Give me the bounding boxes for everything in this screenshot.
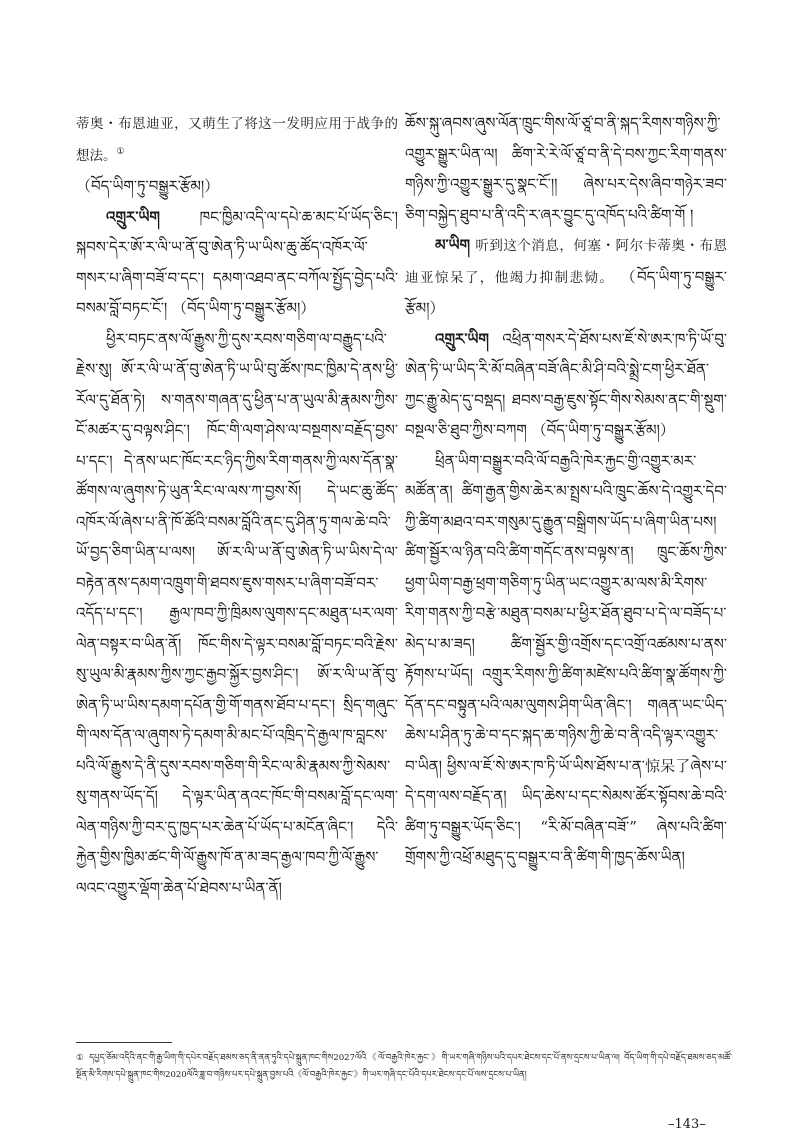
footnote <box>76 1050 732 1084</box>
analysis-paragraph: ཕྲིན་ཡིག་བསྒྱུར་བའི་ལོ་བརྒྱའི་ཁེར་རྐྱང་གྱི་འགྱུར་མར་མཚོན་ན། ཚིག་རྒྱན་གྱིས་ཆེར་མ་སྤྲས་པའི་ཁྲུང་ཆོས་དེ་འགྱུར་དེབ་ཀྱི་ཚིག་མཐའ་བར་གསུམ་དུ་རྒྱུན་བསྒྲིགས་ཡོད་པ་ཞིག་ཡིན་པས། ཚིག་སྦྱོར་ལ་ཉིན་བའི་ཚིག་གདོང་ནས་བལྟས་ན། ཁྲུང་ཆོས་ཀྱིས་ཕྱག་ཡིག་བརྒྱ་ཕྲག་གཅིག་ཏུ་ཡིན་ཡང་འགྱུར་མ་ལས་མི་རིགས་རིག་གནས་ཀྱི་བརྩེ་མཐུན་བསམ་པ་ཕྱིར་ཐོན་ཐུབ་པ་དེ་ལ་བཟོད་པ་མེད་པ་མ་ཟད། ཚིག་སྦྱོར་གྱི་འགྲོས་དང་འགྲོ་འཚམས་པ་ནས་རྟོགས་པ་ཡོད། འགྲུར་རིགས་ཀྱི་ཚིག་མཛེས་པའི་ཚིག་སྣ་ཚོགས་ཀྱི་དོན་དང་བསྟུན་པའི་ལམ་ལུགས་ཤིག་ཡིན་ཞིང་། གཞན་ཡང་ཡིད་ཆེས་པ་ཤིན་ཏུ་ཆེ་བ་དང་སྐད་ཆ་གཉིས་ཀྱི་ཆེ་བ་ནི་འདི་ལྟར་འགྱུར་བ་ཡིན། ཕྱིས་ལ་ཇོ་སེ་ཨར་ཁ་ཏི་ཡོ་ཡིས་ཐོས་པ་ན་惊呆了ཞེས་པ་དེ་དག་ལས་བརྗོད་ན། ཡིད་ཆེས་པ་དང་སེམས་ཚོར་སྟོབས་ཆེ་བའི་ཚིག་ཏུ་བསྒྱུར་ཡོད་ཅིང་། “རི་མོ་བཞིན་བཟོ་” ཞེས་པའི་ཚིག་གྲོགས་ཀྱི་འཕྲོ་མཐུད་དུ་བསྒྱུར་བ་ནི་ཚིག་གི་ཁྱད་ཆོས་ཡིན། <box>405 451 727 866</box>
left-column <box>76 108 398 903</box>
source-label: མ་ཡིག <box>435 236 471 254</box>
translation-source-note: （བོད་ཡིག་ཏུ་བསྒྱུར་རྩོམ།） <box>172 299 316 317</box>
analysis-paragraph: ཆོས་སྐུ་ཞབས་ཞུས་ལོན་ཁྲུང་གིས་ལོ་ཙཱ་བ་ནི་སྐད་རིགས་གཉིས་ཀྱི་འགྱུར་སྒྱུར་ཡིན་ལ། ཚིག་རེ་རེ་ལོ་ཙཱ་བ་ནི་དེ་བས་ཀྱང་རིག་གནས་གཉིས་ཀྱི་འགྱུར་སྒྱུར་དུ་སྣང་ངོ་།། ཞེས་པར་དེས་ཞིབ་གཉེར་ཟབ་ཅིག་བསྐྱེད་ཐུབ་པ་ནི་འདི་ར་ཞར་བྱུང་དུ་འཁོད་པའི་ཚིག་གོ ། <box>405 114 727 224</box>
page-number: –143– <box>668 1117 706 1132</box>
right-column <box>405 108 727 873</box>
chinese-quote-text: 蒂奥・布恩迪亚，又萌生了将这一发明应用于战争的想法。 <box>76 116 398 164</box>
footnote-reference[interactable]: ① <box>116 146 125 157</box>
chinese-quote-paragraph <box>76 108 398 171</box>
translation-source-note: （བོད་ཡིག་ཏུ་བསྒྱུར་རྩོམ།） <box>531 421 675 439</box>
translation-paragraph <box>76 202 398 324</box>
translation-label: འགྲུར་ཡིག <box>106 207 160 226</box>
translation-text: ཁང་ཁྱིམ་འདི་ལ་དཔེ་ཆ་མང་པོ་ཡོད་ཅིང་། སྐབས་དེར་ཨོ་ར་ལི་ཡ་ནོ་བུ་ཨེན་ཏི་ཡ་ཡིས་ཆུ་ཚོད་འཁོར་ལོ་གསར་པ་ཞིག་བཟོ་བ་དང་། དམག་འཐབ་ནང་བཀོལ་སྤྱོད་བྱེད་པའི་བསམ་བློ་བཏང་ངོ་། <box>76 207 398 317</box>
source-quote-paragraph <box>405 230 727 324</box>
translation-source-note: （བོད་ཡིག་ཏུ་བསྒྱུར་རྩོམ།） <box>76 177 220 195</box>
translation-text: འཕྲིན་གསར་དེ་ཐོས་པས་ཇོ་སེ་ཨར་ཁ་ཏི་ཡོ་བུ་ཨེན་ཏི་ཡ་ཡིད་རི་མོ་བཞིན་བཟོ་ཞིང་མི་ཤི་བའི་སྨྲེ་ངག་ཕྱིར་ཐོན་ཀྱང་རྒྱུ་མེད་དུ་བསྡད། ཐབས་བརྒྱ་ཇུས་སྟོང་གིས་སེམས་ནང་གི་སྡུག་བསྔལ་ཅི་ཐུབ་ཀྱིས་བཀག <box>405 329 727 439</box>
translation-paragraph <box>405 324 727 446</box>
translation-source-note: （བོད་ཡིག་ཏུ་བསྒྱུར་རྩོམ།） <box>405 267 727 317</box>
footnote-mark: ① <box>76 1053 86 1063</box>
footnote-divider <box>76 1042 172 1043</box>
chinese-quote-text: 听到这个消息，何塞・阿尔卡蒂奥・布恩迪亚惊呆了，他竭力抑制悲恸。 <box>405 238 727 286</box>
analysis-paragraph: ཕྱིར་བཏང་ནས་ལོ་རྒྱུས་ཀྱི་དུས་རབས་གཅིག་ལ་བརྒྱུད་པའི་རྗེས་སུ། ཨོ་ར་ལི་ཡ་ནོ་བུ་ཨེན་ཏི་ཡ་ཡི་བུ་ཚོས་ཁང་ཁྱིམ་དེ་ནས་ཕྱི་རོལ་དུ་ཐོན་ཏེ། ས་གནས་གཞན་དུ་ཕྱིན་པ་ན་ཡུལ་མི་རྣམས་ཀྱིས་ངོ་མཚར་དུ་བལྟས་ཤིང་། ཁོང་གི་ལག་ཤེས་ལ་བསྔགས་བརྗོད་བྱས་པ་དང་། དེ་ནས་ཡང་ཁོང་རང་ཉིད་ཀྱིས་རིག་གནས་ཀྱི་ལས་དོན་སྣ་ཚོགས་ལ་ཞུགས་ཏེ་ཡུན་རིང་ལ་ལས་ཀ་བྱས་སོ། དེ་ཡང་ཆུ་ཚོད་འཁོར་ལོ་ཞེས་པ་ནི་ཁོ་ཚོའི་བསམ་བློའི་ནང་དུ་ཤིན་ཏུ་གལ་ཆེ་བའི་ཡོ་བྱད་ཅིག་ཡིན་པ་ལས། ཨོ་ར་ལི་ཡ་ནོ་བུ་ཨེན་ཏི་ཡ་ཡིས་དེ་ལ་བརྟེན་ནས་དམག་འཁྲུག་གི་ཐབས་ཇུས་གསར་པ་ཞིག་བཟོ་བར་འདོད་པ་དང་། རྒྱལ་ཁབ་ཀྱི་ཁྲིམས་ལུགས་དང་མཐུན་པར་ལག་ལེན་བསྟར་བ་ཡིན་ནོ། ཁོང་གིས་དེ་ལྟར་བསམ་བློ་བཏང་བའི་རྗེས་སུ་ཡུལ་མི་རྣམས་ཀྱིས་ཀྱང་རྒྱབ་སྐྱོར་བྱས་ཤིང་། ཨོ་ར་ལི་ཡ་ནོ་བུ་ཨེན་ཏི་ཡ་ཡིས་དམག་དཔོན་གྱི་གོ་གནས་ཐོབ་པ་དང་། སྲིད་གཞུང་གི་ལས་དོན་ལ་ཞུགས་ཏེ་དམག་མི་མང་པོ་འཁྲིད་དེ་རྒྱལ་ཁ་བླངས་པའི་ལོ་རྒྱུས་དེ་ནི་དུས་རབས་གཅིག་གི་རིང་ལ་མི་རྣམས་ཀྱི་སེམས་སུ་གནས་ཡོད་དོ། དེ་ལྟར་ཡིན་ནའང་ཁོང་གི་བསམ་བློ་དང་ལག་ལེན་གཉིས་ཀྱི་བར་དུ་ཁྱད་པར་ཆེན་པོ་ཡོད་པ་མངོན་ཞིང་། དེའི་རྐྱེན་གྱིས་ཁྱིམ་ཚང་གི་ལོ་རྒྱུས་ཁོ་ན་མ་ཟད་རྒྱལ་ཁབ་ཀྱི་ལོ་རྒྱུས་ལའང་འགྱུར་ལྡོག་ཆེན་པོ་ཐེབས་པ་ཡིན་ནོ། <box>76 329 398 897</box>
translation-label: འགྲུར་ཡིག <box>435 329 489 348</box>
footnote-text: དཔྱད་ཅོམ་འདིའི་ནང་གི་རྒྱ་ཡིག་གི་དཔེར་བརྗོད་ཐམས་ཅད་ནི་ནན་ཏུའི་དཔེ་སྐྲུན་ཁང་གིས2027ལོའི《ལོ་བརྒྱའི་ཁེར་རྐྱང་》གི་ཡར་གཞི་གཉིས་པའི་དཔར་ཐེངས་དང་པོ་ནས་དྲངས་པ་ཡིན་ལ། བོད་ཡིག་གི་དཔེ་བརྗོད་ཐམས་ཅད་མཚོ་སྔོན་མི་རིགས་དཔེ་སྐྲུན་ཁང་གིས2020ལོའི་ཟླ་བ་གཉིས་པར་དཔེ་སྐྲུན་བྱས་པའི《ལོ་བརྒྱའི་ཁེར་རྐྱང་》གི་ཡར་གཞི་དང་པོའི་དཔར་ཐེངས་དང་པོ་ལས་དྲངས་པ་ཡིན། <box>76 1053 733 1080</box>
